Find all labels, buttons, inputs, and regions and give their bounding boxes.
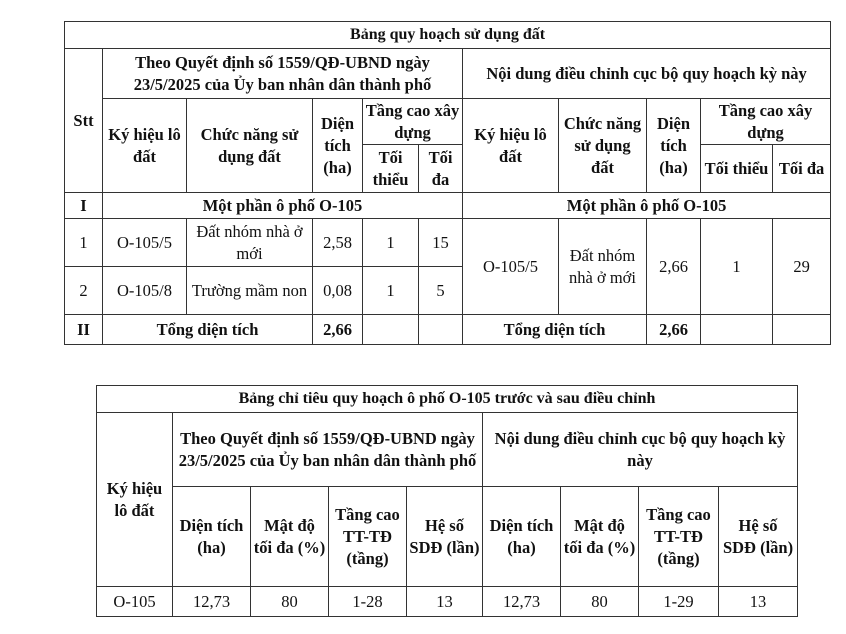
floors-header-right: Tầng cao TT-TĐ (tầng)	[639, 487, 719, 587]
table-row	[65, 219, 831, 267]
area-header: Diện tích (ha)	[173, 487, 251, 587]
row-ratio-right: 13	[719, 587, 798, 617]
density-header: Mật độ tối đa (%)	[251, 487, 329, 587]
row-lot: O-105	[97, 587, 173, 617]
right-row-area: 2,66	[647, 219, 701, 315]
max-floor-header-right: Tối đa	[773, 145, 831, 193]
table2-left-group-header: Theo Quyết định số 1559/QĐ-UBND ngày 23/5/2025 của Ủy ban nhân dân thành phố	[173, 413, 483, 487]
max-floor-header: Tối đa	[419, 145, 463, 193]
area-header-right: Diện tích (ha)	[483, 487, 561, 587]
empty-cell	[419, 315, 463, 345]
min-floor-header: Tối thiểu	[363, 145, 419, 193]
total-area-right: 2,66	[647, 315, 701, 345]
lot-code-header-right: Ký hiệu lô đất	[463, 99, 559, 193]
row-lot: O-105/8	[103, 267, 187, 315]
table1-title: Bảng quy hoạch sử dụng đất	[65, 22, 831, 49]
total-label-right: Tổng diện tích	[463, 315, 647, 345]
table1-right-group-header: Nội dung điều chỉnh cục bộ quy hoạch kỳ này	[463, 49, 831, 99]
table2-right-group-header: Nội dung điều chỉnh cục bộ quy hoạch kỳ này	[483, 413, 798, 487]
min-floor-header-right: Tối thiểu	[701, 145, 773, 193]
right-row-function: Đất nhóm nhà ở mới	[559, 219, 647, 315]
row-density-right: 80	[561, 587, 639, 617]
row-max: 5	[419, 267, 463, 315]
floors-header-right: Tầng cao xây dựng	[701, 99, 831, 145]
section-title-left: Một phần ô phố O-105	[103, 193, 463, 219]
empty-cell	[701, 315, 773, 345]
row-min: 1	[363, 267, 419, 315]
row-area-right: 12,73	[483, 587, 561, 617]
row-floors-right: 1-29	[639, 587, 719, 617]
row-lot: O-105/5	[103, 219, 187, 267]
lot-code-header: Ký hiệu lô đất	[97, 413, 173, 587]
function-header-right: Chức năng sử dụng đất	[559, 99, 647, 193]
area-header-right: Diện tích (ha)	[647, 99, 701, 193]
stt-header: Stt	[65, 49, 103, 193]
planning-indicator-table	[96, 385, 798, 617]
right-row-lot: O-105/5	[463, 219, 559, 315]
function-header: Chức năng sử dụng đất	[187, 99, 313, 193]
row-stt: 2	[65, 267, 103, 315]
row-min: 1	[363, 219, 419, 267]
section-title-right: Một phần ô phố O-105	[463, 193, 831, 219]
total-label: Tổng diện tích	[103, 315, 313, 345]
right-row-max: 29	[773, 219, 831, 315]
total-number: II	[65, 315, 103, 345]
row-area: 0,08	[313, 267, 363, 315]
row-density: 80	[251, 587, 329, 617]
section-number: I	[65, 193, 103, 219]
right-row-min: 1	[701, 219, 773, 315]
floors-header: Tầng cao xây dựng	[363, 99, 463, 145]
row-max: 15	[419, 219, 463, 267]
row-area: 2,58	[313, 219, 363, 267]
ratio-header: Hệ số SDĐ (lần)	[407, 487, 483, 587]
table1-left-group-header: Theo Quyết định số 1559/QĐ-UBND ngày 23/5/2025 của Ủy ban nhân dân thành phố	[103, 49, 463, 99]
land-use-table	[64, 21, 831, 345]
row-stt: 1	[65, 219, 103, 267]
table2-title: Bảng chỉ tiêu quy hoạch ô phố O-105 trước và sau điều chỉnh	[97, 386, 798, 413]
row-floors: 1-28	[329, 587, 407, 617]
density-header-right: Mật độ tối đa (%)	[561, 487, 639, 587]
total-row	[65, 315, 831, 345]
row-area: 12,73	[173, 587, 251, 617]
row-ratio: 13	[407, 587, 483, 617]
floors-header: Tầng cao TT-TĐ (tầng)	[329, 487, 407, 587]
empty-cell	[773, 315, 831, 345]
area-header: Diện tích (ha)	[313, 99, 363, 193]
row-function: Trường mầm non	[187, 267, 313, 315]
empty-cell	[363, 315, 419, 345]
total-area: 2,66	[313, 315, 363, 345]
table-row	[97, 587, 798, 617]
row-function: Đất nhóm nhà ở mới	[187, 219, 313, 267]
lot-code-header: Ký hiệu lô đất	[103, 99, 187, 193]
ratio-header-right: Hệ số SDĐ (lần)	[719, 487, 798, 587]
